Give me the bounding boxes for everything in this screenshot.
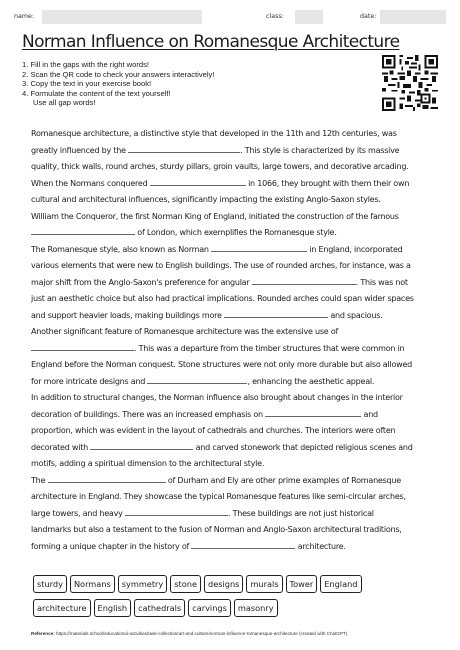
word-bank-row	[33, 575, 365, 593]
text-line	[31, 473, 437, 490]
reference-line	[31, 631, 347, 636]
text-line	[31, 489, 437, 506]
text-segment: just an aesthetic choice but also had practical implications. Rounded arches could span wider spaces	[31, 294, 414, 303]
word-chip: carvings	[188, 599, 231, 617]
text-line	[31, 407, 437, 424]
word-chip: designs	[204, 575, 243, 593]
word-chip: architecture	[33, 599, 91, 617]
word-chip: masonry	[234, 599, 278, 617]
text-line	[31, 258, 437, 275]
text-segment: quality, thick walls, round arches, sturdy pillars, groin vaults, large towers, and decorative arcading.	[31, 162, 409, 171]
word-chip: murals	[246, 575, 282, 593]
text-segment: proportion, which was evident in the layout of cathedrals and churches. The interiors were often	[31, 426, 396, 435]
gap-blank[interactable]	[128, 144, 240, 153]
instruction-item: 1. Fill in the gaps with the right words!	[22, 60, 150, 69]
text-segment: major shift from the Anglo-Saxon's preference for angular	[31, 277, 252, 287]
text-segment: cultural and architectural influences, significantly impacting the existing Anglo-Saxon styles.	[31, 195, 381, 204]
class-label: class:	[266, 13, 284, 20]
gap-blank[interactable]	[265, 408, 361, 417]
gap-blank[interactable]	[125, 507, 228, 516]
text-segment: and	[361, 409, 378, 419]
text-line	[31, 159, 437, 176]
word-chip: Tower	[286, 575, 318, 593]
text-line	[31, 143, 437, 160]
gap-blank[interactable]	[31, 342, 134, 351]
gap-blank[interactable]	[90, 441, 193, 450]
text-segment: motifs, adding a spiritual dimension to the architectural style.	[31, 459, 265, 468]
word-chip: Normans	[70, 575, 115, 593]
instruction-item: 4. Formulate the content of the text yourself!	[22, 88, 171, 98]
text-segment: and support heavier loads, making buildings more	[31, 310, 225, 320]
page-title: Norman Influence on Romanesque Architecture	[22, 32, 400, 52]
text-segment: . These buildings are not just historical	[227, 508, 374, 518]
text-segment: . This style is characterized by its massive	[240, 145, 400, 155]
text-line	[31, 242, 437, 259]
qr-code-icon[interactable]	[382, 55, 438, 111]
text-line	[31, 506, 437, 523]
gap-blank[interactable]	[224, 309, 328, 318]
header-row	[14, 10, 446, 26]
text-segment: In addition to structural changes, the Norman influence also brought about changes in the interior	[31, 393, 403, 402]
text-segment: architecture.	[295, 541, 346, 551]
gap-blank[interactable]	[147, 375, 247, 384]
text-line	[31, 324, 437, 341]
text-segment: . This was a departure from the timber structures that were common in	[134, 343, 405, 353]
text-segment: decorated with	[31, 442, 91, 452]
text-segment: Romanesque architecture, a distinctive style that developed in the 11th and 12th centuries, was	[31, 129, 397, 138]
gap-blank[interactable]	[31, 226, 135, 235]
text-segment: in 1066, they brought with them their own	[245, 178, 410, 188]
text-line	[31, 192, 437, 209]
word-bank-row	[33, 599, 281, 617]
gap-blank[interactable]	[211, 243, 307, 252]
text-line	[31, 374, 437, 391]
word-chip: stone	[170, 575, 201, 593]
text-line	[31, 275, 437, 292]
reference-label: Reference:	[31, 631, 55, 636]
text-line	[31, 291, 437, 308]
text-segment: England before the Norman conquest. Stone structures were not only more durable but also allowed	[31, 360, 413, 369]
text-segment: greatly influenced by the	[31, 145, 129, 155]
instruction-item: 2. Scan the QR code to check your answers interactively!	[22, 69, 215, 79]
date-field[interactable]	[380, 10, 446, 24]
text-line	[31, 209, 437, 226]
instructions	[22, 60, 214, 108]
instruction-item: Use all gap words!	[33, 98, 96, 108]
word-chip: sturdy	[33, 575, 67, 593]
gap-blank[interactable]	[150, 177, 246, 186]
text-segment: decoration of buildings. There was an increased emphasis on	[31, 409, 266, 419]
text-line	[31, 308, 437, 325]
text-line	[31, 357, 437, 374]
gap-blank[interactable]	[252, 276, 356, 285]
text-segment: and spacious.	[328, 310, 383, 320]
text-segment: Another significant feature of Romanesque architecture was the extensive use of	[31, 327, 339, 336]
text-segment: and carved stonework that depicted religious scenes and	[193, 442, 413, 452]
date-label: date:	[360, 13, 377, 20]
text-line	[31, 390, 437, 407]
text-segment: for more intricate designs and	[31, 376, 148, 386]
name-label: name:	[14, 13, 34, 20]
instruction-item: 3. Copy the text in your exercise book!	[22, 79, 152, 89]
gap-blank[interactable]	[48, 474, 166, 483]
name-field[interactable]	[42, 10, 202, 24]
text-segment: William the Conqueror, the first Norman King of England, initiated the construction of the famous	[31, 211, 399, 221]
text-line	[31, 341, 437, 358]
text-segment: . This was not	[355, 277, 408, 287]
word-chip: cathedrals	[134, 599, 185, 617]
text-line	[31, 423, 437, 440]
gap-text	[31, 126, 437, 555]
text-segment: large towers, and heavy	[31, 508, 125, 518]
text-line	[31, 456, 437, 473]
word-chip: England	[320, 575, 361, 593]
text-segment: in England, incorporated	[307, 244, 403, 254]
text-segment: The	[31, 475, 48, 485]
text-line	[31, 176, 437, 193]
text-segment: various elements that were new to English buildings. The use of rounded arches, for instance, was a	[31, 261, 411, 270]
text-segment: The Romanesque style, also known as Norman	[31, 244, 212, 254]
text-line	[31, 126, 437, 143]
text-segment: landmarks but also a testament to the fusion of Norman and Anglo-Saxon architectural traditions,	[31, 525, 402, 534]
text-segment: of London, which exemplifies the Romanesque style.	[135, 228, 337, 237]
gap-blank[interactable]	[191, 540, 295, 549]
text-segment: of Durham and Ely are other prime examples of Romanesque	[165, 475, 401, 485]
text-segment: architecture in England. They showcase the typical Romanesque features like semi-circular arches,	[31, 492, 406, 501]
word-chip: English	[94, 599, 132, 617]
text-segment: When the Normans conquered	[31, 178, 150, 188]
word-chip: symmetry	[118, 575, 168, 593]
reference-text: https://materials.school/educational-activities/task-collection/art-and-culture/norman-influence-romanesque-architecture (created with ChatGPT)	[56, 631, 348, 636]
text-line	[31, 522, 437, 539]
text-line	[31, 539, 437, 556]
text-line	[31, 440, 437, 457]
text-line	[31, 225, 437, 242]
text-segment: forming a unique chapter in the history of	[31, 541, 192, 551]
class-field[interactable]	[295, 10, 323, 24]
text-segment: , enhancing the aesthetic appeal.	[247, 376, 375, 386]
